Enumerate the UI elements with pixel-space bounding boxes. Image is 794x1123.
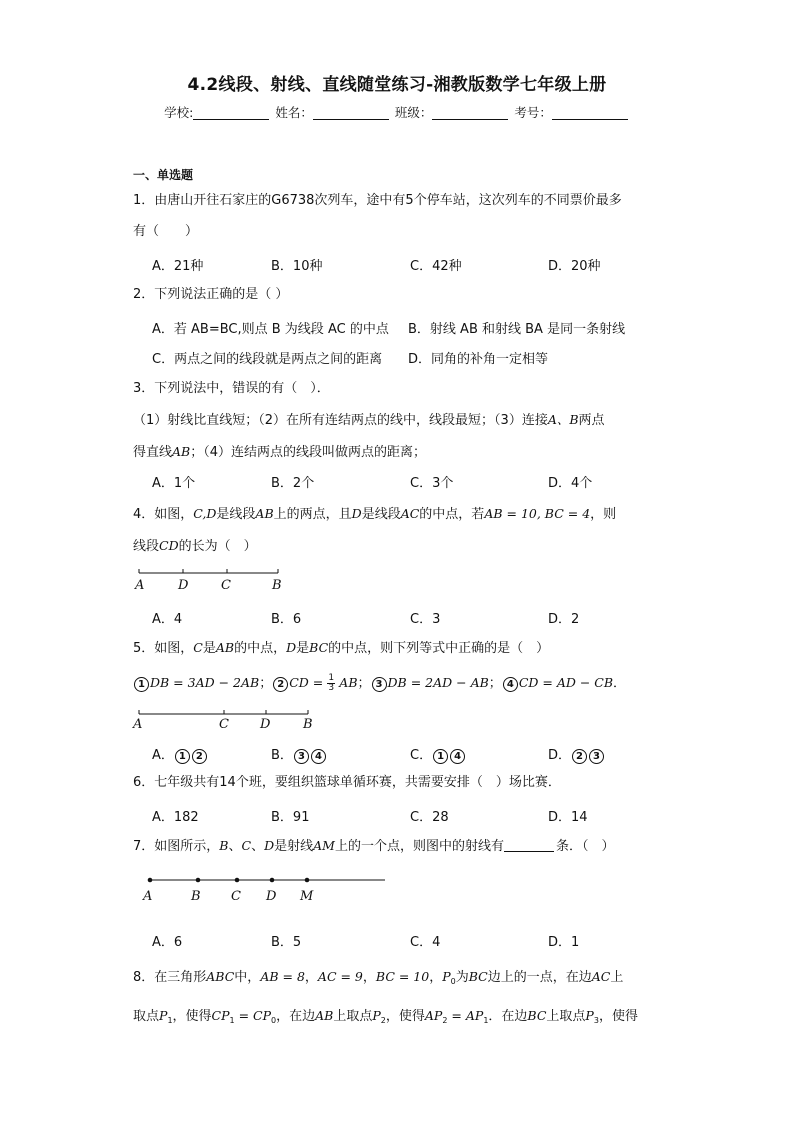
q2-options-row2 [152, 348, 672, 370]
q4-label-c: C [221, 578, 231, 593]
q1-option-d[interactable]: D．20种 [548, 259, 601, 274]
q5-label-d: D [260, 717, 271, 732]
q6-option-c[interactable]: C．28 [410, 810, 449, 825]
q5-options [152, 744, 672, 766]
q1-option-a[interactable]: A．21种 [152, 259, 204, 274]
q7-figure-ray [135, 871, 395, 905]
student-info-line [0, 103, 794, 121]
q8-line1: 8．在三角形ABC中，AB = 8，AC = 9，BC = 10，$P_0$为BC边上的一点，在边AC上 [133, 969, 624, 986]
q6-options [152, 806, 672, 828]
q4-option-a[interactable]: A．4 [152, 612, 183, 627]
q7-line1: 7．如图所示，B、C、D是射线AM上的一个点，则图中的射线有 条．（ ） [133, 838, 615, 854]
q5-fraction: $\frac{1}{3}$ [328, 673, 335, 693]
q1-options [152, 255, 672, 277]
q7-label-a: A [143, 889, 153, 904]
q4-label-a: A [135, 578, 145, 593]
q6-option-a[interactable]: A．182 [152, 810, 199, 825]
id-blank[interactable] [552, 105, 628, 120]
q4-line1: 4．如图，C,D是线段AB上的两点，且D是线段AC的中点，若AB = 10, BC = 4，则 [133, 506, 617, 522]
q4-line2: 线段CD的长为（ ） [133, 538, 257, 554]
question-5 [133, 632, 663, 699]
question-8 [133, 960, 673, 1038]
q2-option-b[interactable]: B．射线 AB 和射线 BA 是同一条射线 [408, 322, 626, 337]
class-label: 班级： [394, 105, 433, 120]
q3-line1: （1）射线比直线短；（2）在所有连结两点的线中，线段最短；（3）连接A、B两点 [133, 412, 605, 428]
q4-label-b: B [272, 578, 282, 593]
school-blank[interactable] [193, 105, 269, 120]
q2-stem: 2．下列说法正确的是（ ） [133, 287, 289, 302]
q7-option-c[interactable]: C．4 [410, 935, 441, 950]
q5-line1: 5．如图，C是AB的中点，D是BC的中点，则下列等式中正确的是（ ） [133, 640, 550, 656]
school-label: 学校: [164, 105, 194, 120]
q4-figure-segment [130, 565, 290, 597]
q7-label-d: D [266, 889, 277, 904]
q2-option-c[interactable]: C．两点之间的线段就是两点之间的距离 [152, 352, 383, 367]
q2-option-d[interactable]: D．同角的补角一定相等 [408, 352, 549, 367]
q6-option-d[interactable]: D．14 [548, 810, 588, 825]
question-2 [133, 279, 663, 310]
q5-option-c[interactable]: C． 1 4 [410, 744, 466, 764]
q5-option-a[interactable]: A． 1 2 [152, 744, 208, 764]
question-1 [133, 185, 663, 247]
q3-line2: 得直线AB；（4）连结两点的线段叫做两点的距离； [133, 444, 427, 460]
q3-option-c[interactable]: C．3个 [410, 476, 454, 491]
q7-label-c: C [231, 889, 241, 904]
q4-options [152, 608, 672, 630]
name-blank[interactable] [313, 105, 389, 120]
q5-figure-segment [130, 706, 320, 736]
q2-option-a[interactable]: A．若 AB=BC,则点 B 为线段 AC 的中点 [152, 322, 389, 337]
q6-stem: 6．七年级共有14个班，要组织篮球单循环赛，共需要安排（ ）场比赛． [133, 775, 561, 790]
q1-option-c[interactable]: C．42种 [410, 259, 462, 274]
q5-option-d[interactable]: D． 2 3 [548, 744, 605, 764]
q3-option-b[interactable]: B．2个 [271, 476, 315, 491]
q7-option-d[interactable]: D．1 [548, 935, 580, 950]
q7-label-b: B [191, 889, 201, 904]
question-6 [133, 767, 663, 798]
q3-option-a[interactable]: A．1个 [152, 476, 196, 491]
q4-label-d: D [178, 578, 189, 593]
q1-line1: 1．由唐山开往石家庄的G6738次列车，途中有5个停车站，这次列车的不同票价最多 [133, 193, 622, 208]
q6-option-b[interactable]: B．91 [271, 810, 310, 825]
q8-line2: 取点$P_1$，使得$CP_1 = CP_0$，在边AB上取点$P_2$，使得$AP_2 = AP_1$．在边BC上取点$P_3$，使得 [133, 1008, 638, 1025]
q7-answer-blank[interactable] [504, 839, 554, 852]
question-7 [133, 830, 663, 862]
id-label: 考号： [514, 105, 552, 120]
q4-option-d[interactable]: D．2 [548, 612, 580, 627]
q7-option-b[interactable]: B．5 [271, 935, 302, 950]
class-blank[interactable] [432, 105, 508, 120]
q5-option-b[interactable]: B． 3 4 [271, 744, 327, 764]
q5-line2: 1 DB = 3AD − 2AB； 2 CD = $\frac{1}{3}$ AB； 3 DB = 2AD − AB； 4 CD = AD − CB． [133, 667, 663, 699]
q3-option-d[interactable]: D．4个 [548, 476, 593, 491]
page-title: 4.2线段、射线、直线随堂练习-湘教版数学七年级上册 [187, 75, 607, 95]
q4-option-b[interactable]: B．6 [271, 612, 302, 627]
q1-line2: 有（ ） [133, 224, 199, 239]
q5-label-b: B [303, 717, 313, 732]
question-3 [133, 373, 663, 468]
question-4 [133, 498, 663, 562]
q4-option-c[interactable]: C．3 [410, 612, 441, 627]
q5-label-c: C [219, 717, 229, 732]
q7-option-a[interactable]: A．6 [152, 935, 183, 950]
q7-options [152, 931, 672, 953]
q7-label-m: M [300, 889, 314, 904]
q5-label-a: A [133, 717, 143, 732]
q2-options-row1 [152, 318, 672, 340]
q3-stem: 3．下列说法中，错误的有（ ）． [133, 381, 330, 396]
q1-option-b[interactable]: B．10种 [271, 259, 323, 274]
q3-options [152, 472, 672, 494]
section-title: 一、单选题 [133, 168, 194, 182]
name-label: 姓名： [275, 105, 313, 120]
